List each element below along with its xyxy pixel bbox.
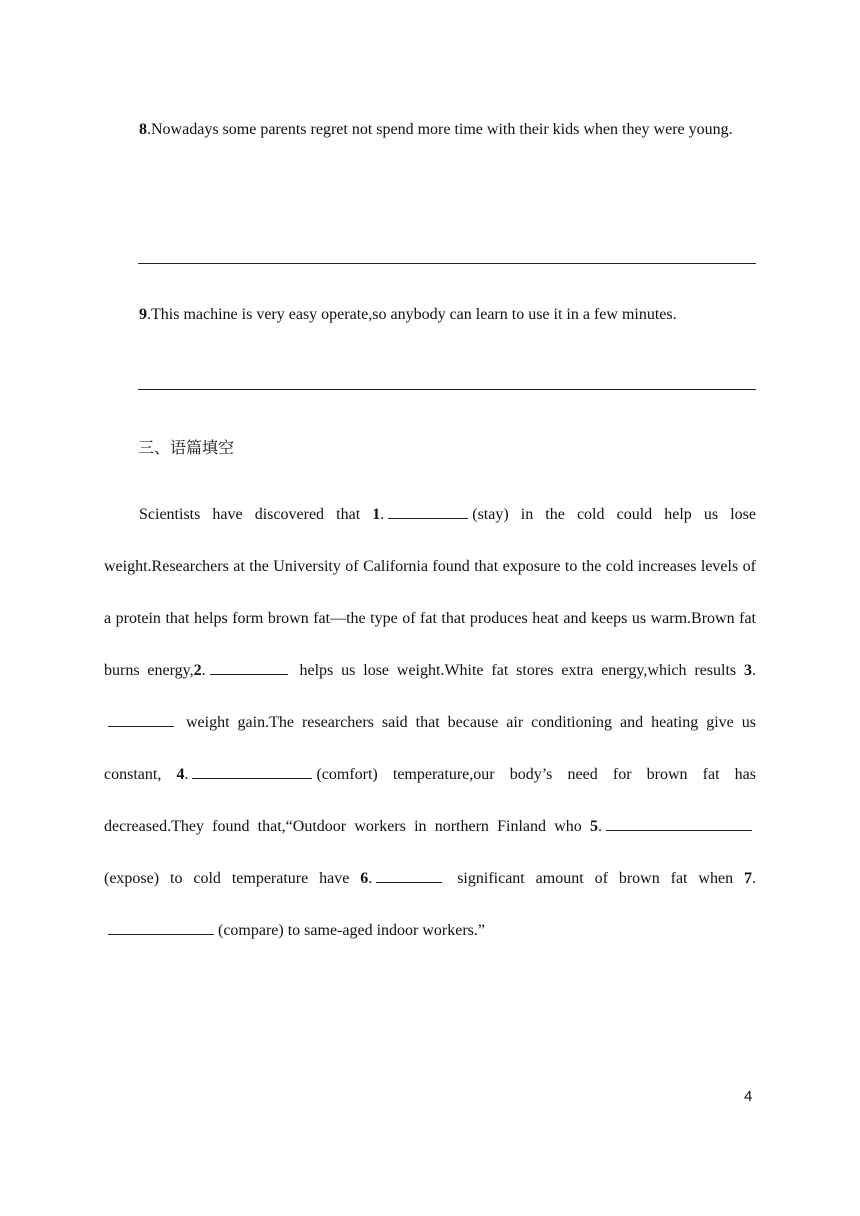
- passage-text: (comfort) temperature,our body’s need for brown fat has decreased.They found that,“Outdoor workers in northern Finland who: [104, 766, 756, 835]
- question-8: [104, 104, 756, 156]
- blank-number: 6: [360, 870, 369, 887]
- blank-3[interactable]: [108, 712, 174, 727]
- blank-6[interactable]: [376, 868, 442, 883]
- passage-text: significant amount of brown fat when: [446, 870, 744, 887]
- question-9: [104, 289, 756, 341]
- passage-text: weight gain.The researchers said that because air conditioning and heating give us constant,: [104, 714, 756, 783]
- answer-line-8[interactable]: [138, 263, 756, 264]
- question-text: .Nowadays some parents regret not spend more time with their kids when they were young.: [147, 121, 733, 138]
- passage-text: Scientists have discovered that: [139, 506, 373, 523]
- blank-5[interactable]: [606, 816, 752, 831]
- question-number: 8: [139, 121, 147, 138]
- passage-text: helps us lose weight.White fat stores extra energy,which results: [291, 662, 745, 679]
- blank-1[interactable]: [388, 504, 468, 519]
- page-number: 4: [744, 1088, 753, 1105]
- blank-2[interactable]: [210, 660, 288, 675]
- answer-line-9[interactable]: [138, 389, 756, 390]
- blank-number: 5: [590, 818, 598, 835]
- blank-number: 7: [744, 870, 752, 887]
- section-title: 三、语篇填空: [138, 438, 235, 457]
- cloze-passage: Scientists have discovered that 1. (stay) in the cold could help us lose weight.Researchers at the University of California found that exposure to the cold increases levels of a protein that helps form brown fat—the type of fat that produces heat and keeps us warm.Brown fat burns energy,2. helps us lose weight.White fat stores extra energy,which results 3. weight gain.The researchers said that because air conditioning and heating give us constant, 4. (comfort) temperature,our body’s need for brown fat has decreased.They found that,“Outdoor workers in northern Finland who 5. (expose) to cold temperature have 6. significant amount of brown fat when 7.(compare) to same-aged indoor workers.”: [104, 506, 757, 939]
- passage-text: (expose) to cold temperature have: [104, 870, 361, 887]
- blank-4[interactable]: [192, 764, 312, 779]
- blank-number: 1: [372, 506, 381, 523]
- passage-text: (stay) in the cold could help us lose weight.Researchers at the University of California found that exposure to the cold increases levels of a protein that helps form brown fat—the type of fat that produces heat and keeps us warm.Brown fat burns energy,: [104, 506, 756, 679]
- passage-text: (compare) to same-aged indoor workers.”: [218, 922, 485, 939]
- question-number: 9: [139, 306, 147, 323]
- blank-number: 4: [176, 766, 185, 783]
- blank-7[interactable]: [108, 920, 214, 935]
- question-text: .This machine is very easy operate,so anybody can learn to use it in a few minutes.: [147, 306, 677, 323]
- blank-number: 3: [744, 662, 753, 679]
- blank-number: 2: [193, 662, 202, 679]
